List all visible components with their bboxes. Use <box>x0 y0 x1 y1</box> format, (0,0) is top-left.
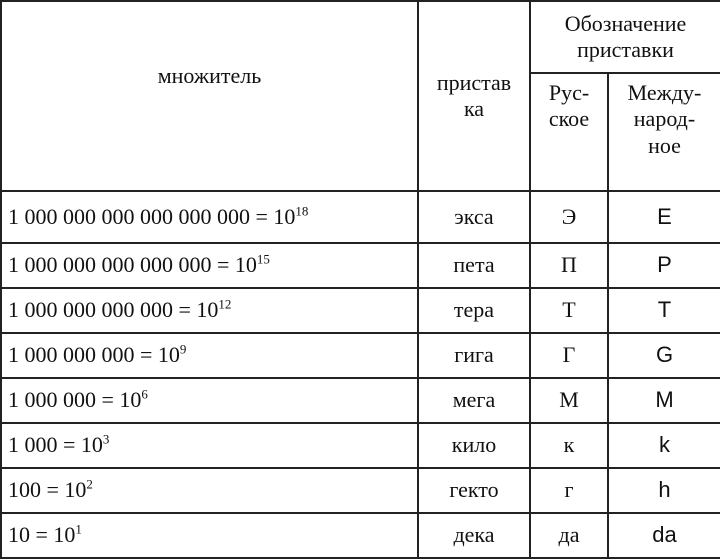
international-symbol-cell: G <box>608 333 720 378</box>
multiplier-value: 100 = 10 <box>8 477 87 503</box>
international-symbol-cell: T <box>608 288 720 333</box>
header-international <box>608 73 720 191</box>
multiplier-cell <box>1 468 418 513</box>
prefix-cell: экса <box>418 191 530 243</box>
exponent: 2 <box>86 476 93 492</box>
multiplier-cell <box>1 423 418 468</box>
prefix-cell: гига <box>418 333 530 378</box>
prefix-cell: гекто <box>418 468 530 513</box>
multiplier-value: 1 000 000 000 = 10 <box>8 342 180 368</box>
exponent: 1 <box>75 521 82 537</box>
multiplier-value: 10 = 10 <box>8 522 76 548</box>
header-russian-line1: Рус- <box>548 80 590 105</box>
multiplier-value: 1 000 000 000 000 = 10 <box>8 297 219 323</box>
multiplier-value: 1 000 000 000 000 000 = 10 <box>8 252 257 278</box>
prefix-cell: мега <box>418 378 530 423</box>
prefix-cell: кило <box>418 423 530 468</box>
international-symbol-cell: M <box>608 378 720 423</box>
header-russian-line2: ское <box>548 106 590 132</box>
header-row-top <box>1 1 720 73</box>
exponent: 9 <box>179 341 187 357</box>
international-symbol-cell: da <box>608 513 720 558</box>
exponent: 3 <box>102 431 110 447</box>
prefix-cell: тера <box>418 288 530 333</box>
multiplier-value: 1 000 000 000 000 000 000 = 10 <box>8 203 296 229</box>
header-international-line3: ное <box>648 132 681 158</box>
russian-symbol-cell: к <box>530 423 608 468</box>
header-russian <box>530 73 608 191</box>
multiplier-cell <box>1 378 418 423</box>
exponent: 12 <box>218 296 232 312</box>
table-row <box>1 191 720 243</box>
russian-symbol-cell: да <box>530 513 608 558</box>
table-row <box>1 243 720 288</box>
exponent: 6 <box>141 386 148 402</box>
international-symbol-cell: P <box>608 243 720 288</box>
header-prefix <box>418 1 530 191</box>
exponent: 18 <box>295 203 309 219</box>
multiplier-value: 1 000 000 = 10 <box>8 387 142 413</box>
header-prefix-line2: ка <box>463 96 485 121</box>
international-symbol-cell: k <box>608 423 720 468</box>
header-designation-line1: Обозначение <box>564 10 687 36</box>
exponent: 15 <box>256 251 270 267</box>
table-row <box>1 513 720 558</box>
russian-symbol-cell: г <box>530 468 608 513</box>
header-international-line1: Между- <box>627 80 702 105</box>
header-designation-line2: приставки <box>577 37 674 62</box>
prefix-cell: дека <box>418 513 530 558</box>
table-row <box>1 468 720 513</box>
multiplier-cell <box>1 288 418 333</box>
multiplier-cell <box>1 513 418 558</box>
header-international-line2: народ- <box>633 106 696 132</box>
russian-symbol-cell: Т <box>530 288 608 333</box>
multiplier-value: 1 000 = 10 <box>8 432 103 458</box>
multiplier-cell <box>1 333 418 378</box>
header-multiplier-label: множитель <box>157 62 262 88</box>
russian-symbol-cell: Г <box>530 333 608 378</box>
header-designation <box>530 1 720 73</box>
russian-symbol-cell: М <box>530 378 608 423</box>
russian-symbol-cell: П <box>530 243 608 288</box>
header-prefix-line1: пристав <box>436 69 512 95</box>
header-multiplier <box>1 1 418 191</box>
table-row <box>1 333 720 378</box>
table-row <box>1 378 720 423</box>
table-row <box>1 288 720 333</box>
international-symbol-cell: E <box>608 191 720 243</box>
table-row <box>1 423 720 468</box>
russian-symbol-cell: Э <box>530 191 608 243</box>
international-symbol-cell: h <box>608 468 720 513</box>
multiplier-cell <box>1 191 418 243</box>
multiplier-cell <box>1 243 418 288</box>
prefix-cell: пета <box>418 243 530 288</box>
